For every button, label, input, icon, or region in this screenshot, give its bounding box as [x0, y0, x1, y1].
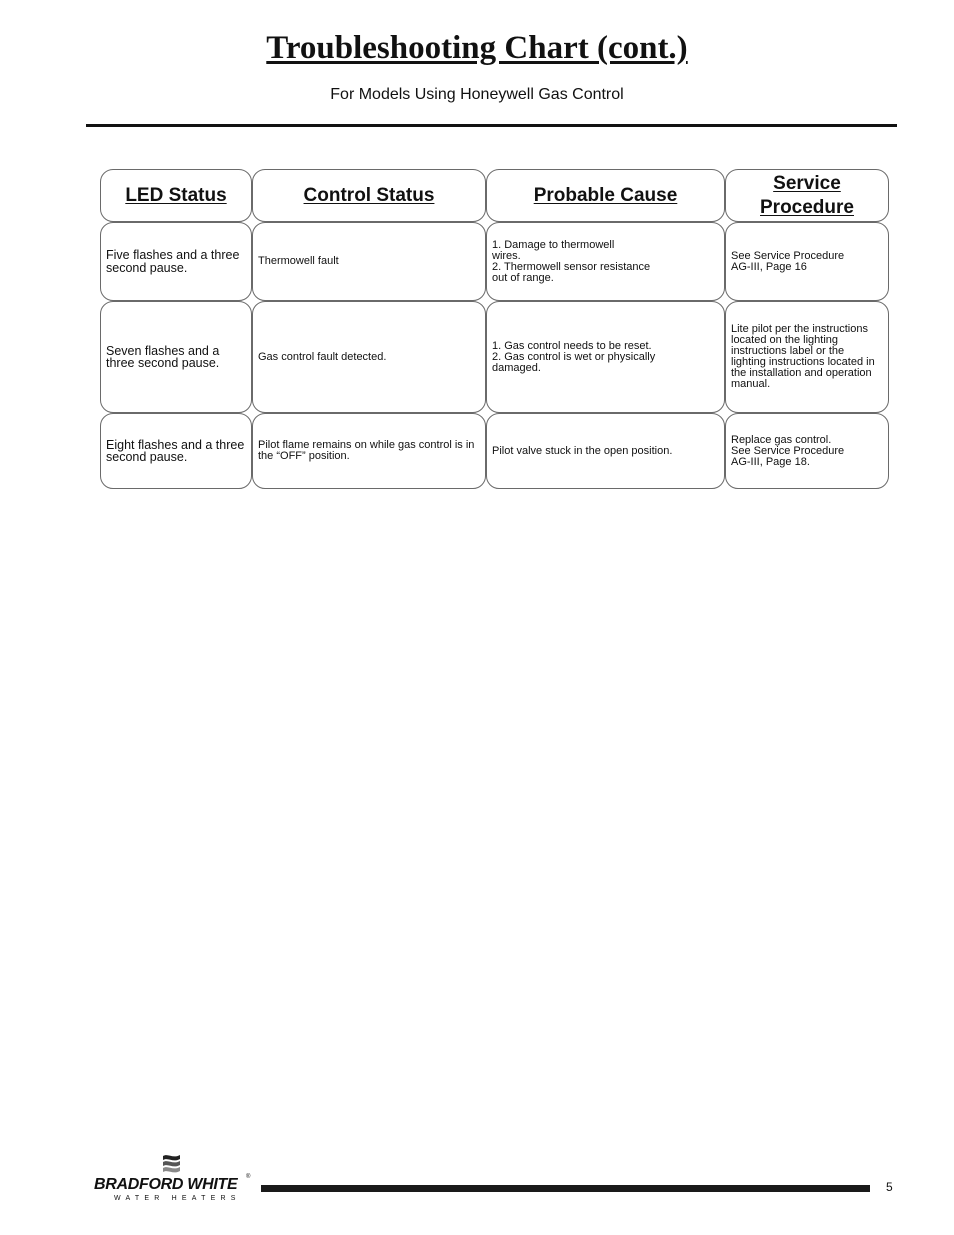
- table-row-2-probable-cause: 1. Gas control needs to be reset. 2. Gas control is wet or physically damaged.: [486, 301, 725, 413]
- page-subtitle: For Models Using Honeywell Gas Control: [330, 86, 624, 103]
- table-row-3-service-procedure: Replace gas control. See Service Procedure AG-III, Page 18.: [725, 413, 889, 489]
- column-header-led-status: LED Status: [100, 169, 252, 222]
- flame-wave-logo-icon: [160, 1154, 184, 1176]
- registered-mark: ®: [246, 1174, 251, 1180]
- table-row-2-service-procedure: Lite pilot per the instructions located on the lighting instructions label or the lighting instructions located in the installation and operation manual.: [725, 301, 889, 413]
- page-number: 5: [886, 1180, 893, 1194]
- brand-tagline: WATER HEATERS: [114, 1195, 241, 1202]
- table-row-2-led-status: Seven flashes and a three second pause.: [100, 301, 252, 413]
- footer-divider: [261, 1185, 870, 1192]
- column-header-probable-cause: Probable Cause: [486, 169, 725, 222]
- brand-name: BRADFORD WHITE: [94, 1176, 238, 1193]
- table-row-1-probable-cause: 1. Damage to thermowell wires. 2. Thermowell sensor resistance out of range.: [486, 222, 725, 301]
- table-row-1-control-status: Thermowell fault: [252, 222, 486, 301]
- page-title: Troubleshooting Chart (cont.): [266, 30, 688, 66]
- table-row-3-led-status: Eight flashes and a three second pause.: [100, 413, 252, 489]
- table-row-1-service-procedure: See Service Procedure AG-III, Page 16: [725, 222, 889, 301]
- table-row-3-control-status: Pilot flame remains on while gas control is in the “OFF” position.: [252, 413, 486, 489]
- table-row-1-led-status: Five flashes and a three second pause.: [100, 222, 252, 301]
- title-divider: [86, 124, 897, 127]
- table-row-3-probable-cause: Pilot valve stuck in the open position.: [486, 413, 725, 489]
- column-header-control-status: Control Status: [252, 169, 486, 222]
- table-row-2-control-status: Gas control fault detected.: [252, 301, 486, 413]
- brand-logo: [94, 1154, 254, 1206]
- column-header-service-procedure: Service Procedure: [725, 169, 889, 222]
